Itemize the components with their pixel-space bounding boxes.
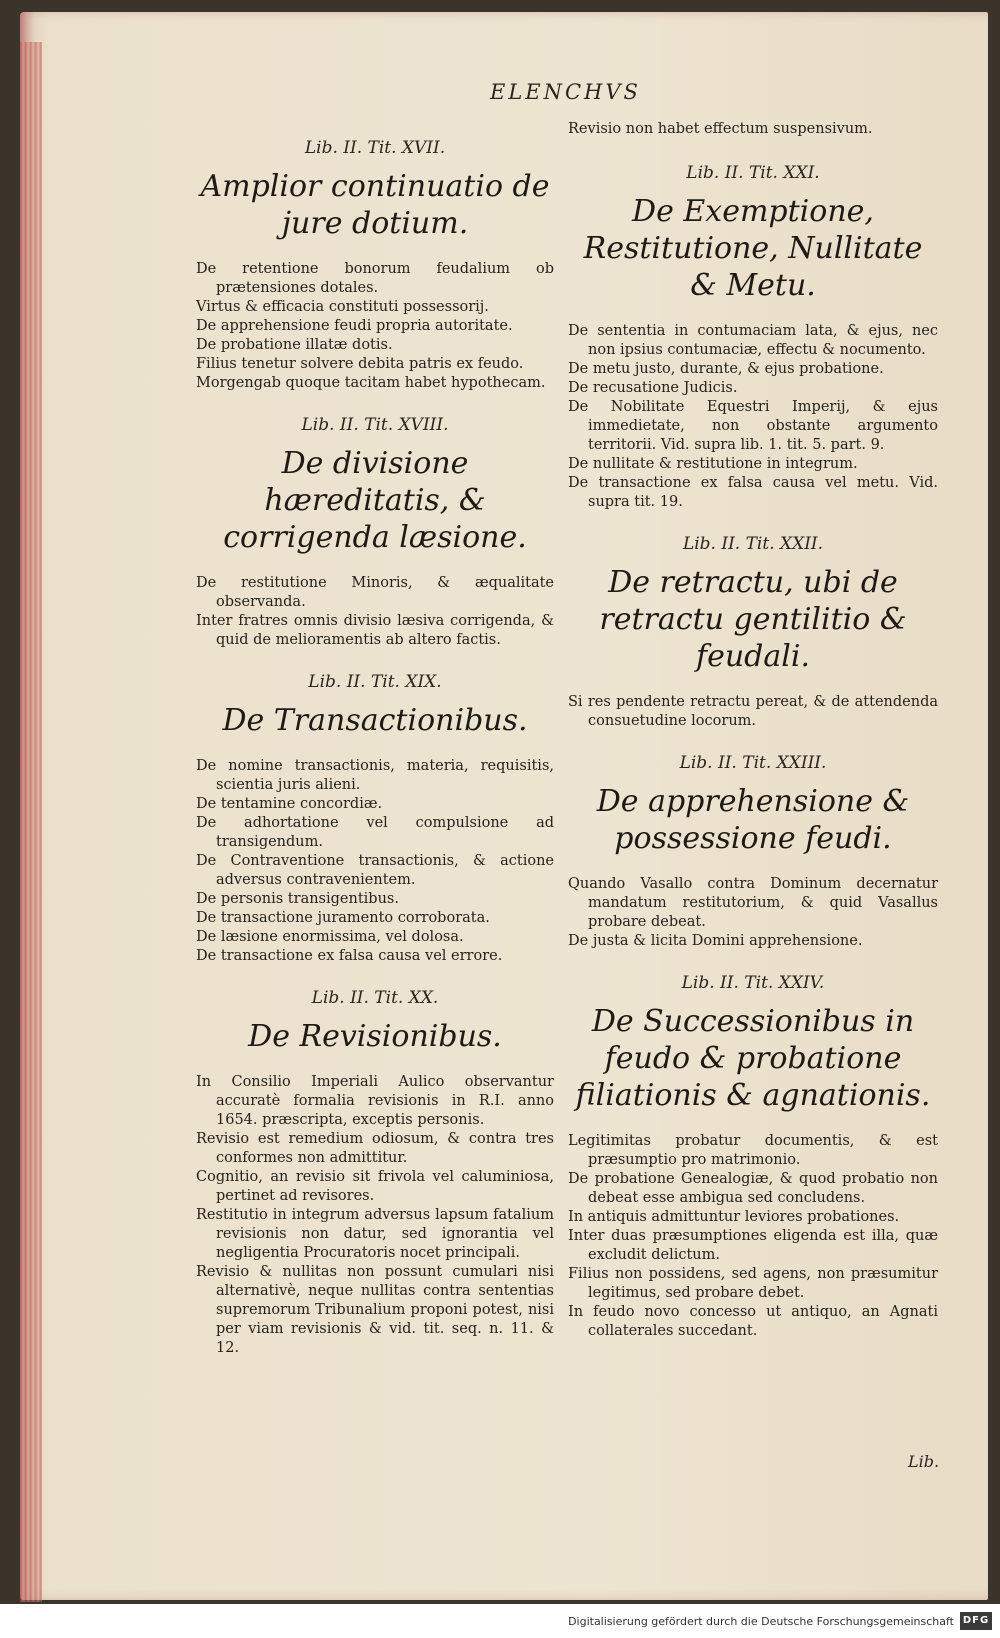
entry: De probatione illatæ dotis. — [196, 337, 393, 353]
section-tit-xxiv — [568, 973, 938, 1341]
right-column — [568, 100, 938, 1341]
entry: Restitutio in integrum adversus lapsum fatalium revisionis non datur, sed ignorantia vel negligentia Procuratoris nocet principali. — [196, 1207, 554, 1261]
section-title: De Successionibus in feudo & probatione filiationis & agnationis. — [575, 1004, 931, 1113]
entry: De læsione enormissima, vel dolosa. — [196, 929, 464, 945]
entry: De recusatione Judicis. — [568, 380, 738, 396]
entry: Morgengab quoque tacitam habet hypothecam. — [196, 375, 546, 391]
entry: Filius tenetur solvere debita patris ex feudo. — [196, 356, 524, 372]
continued-entry: Revisio non habet effectum suspensivum. — [568, 121, 873, 137]
section-tit-xxii — [568, 534, 938, 731]
entry: Inter fratres omnis divisio læsiva corrigenda, & quid de melioramentis ab altero factis. — [196, 613, 554, 648]
section-title: De Revisionibus. — [248, 1019, 502, 1054]
entry: Quando Vasallo contra Dominum decernatur mandatum restitutorium, & quid Vasallus probare debeat. — [568, 876, 938, 930]
section-lib-label: Lib. II. Tit. XVIII. — [301, 415, 449, 435]
entry: In antiquis admittuntur leviores probationes. — [568, 1209, 900, 1225]
section-lib-label: Lib. II. Tit. XXII. — [682, 534, 824, 554]
entry: De transactione ex falsa causa vel errore. — [196, 948, 503, 964]
entry: De sententia in contumaciam lata, & ejus, nec non ipsius contumaciæ, effectu & nocumento. — [568, 323, 938, 358]
entry: De metu justo, durante, & ejus probatione. — [568, 361, 884, 377]
section-lib-label: Lib. II. Tit. XXIII. — [679, 753, 827, 773]
entry: Revisio & nullitas non possunt cumulari nisi alternativè, neque nullitas contra sententias supremorum Tribunalium proponi potest, nisi per viam revisionis & vid. tit. seq. n. 11. & 12. — [196, 1264, 554, 1356]
section-title: De retractu, ubi de retractu gentilitio & feudali. — [599, 565, 907, 674]
entry: De restitutione Minoris, & æqualitate observanda. — [196, 575, 554, 610]
section-tit-xviii — [196, 415, 554, 650]
entry: Filius non possidens, sed agens, non præsumitur legitimus, sed probare debet. — [568, 1266, 938, 1301]
section-lib-label: Lib. II. Tit. XVII. — [304, 138, 446, 158]
entry: De justa & licita Domini apprehensione. — [568, 933, 863, 949]
entry: De Nobilitate Equestri Imperij, & ejus immedietate, non obstante argumento territorii. Vid. supra lib. 1. tit. 5. part. 9. — [568, 399, 938, 453]
section-lib-label: Lib. II. Tit. XXIV. — [681, 973, 825, 993]
entry: De probatione Genealogiæ, & quod probatio non debeat esse ambigua sed concludens. — [568, 1171, 938, 1206]
entry: De apprehensione feudi propria autoritate. — [196, 318, 513, 334]
funding-credit: Digitalisierung gefördert durch die Deutsche Forschungsgemeinschaft — [568, 1615, 954, 1628]
section-title: De Exemptione, Restitutione, Nullitate & Metu. — [583, 194, 923, 303]
entry: Inter duas præsumptiones eligenda est illa, quæ excludit delictum. — [568, 1228, 938, 1263]
entry: De transactione juramento corroborata. — [196, 910, 490, 926]
entry: De adhortatione vel compulsione ad transigendum. — [196, 815, 554, 850]
entry: Si res pendente retractu pereat, & de attendenda consuetudine locorum. — [568, 694, 938, 729]
entry: In Consilio Imperiali Aulico observantur accuratè formalia revisionis in R.I. anno 1654. præscripta, exceptis personis. — [196, 1074, 554, 1128]
entry: De transactione ex falsa causa vel metu. Vid. supra tit. 19. — [568, 475, 938, 510]
section-lib-label: Lib. II. Tit. XXI. — [686, 163, 820, 183]
entry: Cognitio, an revisio sit frivola vel caluminiosa, pertinet ad revisores. — [196, 1169, 554, 1204]
section-tit-xx — [196, 988, 554, 1358]
page-edge-red — [20, 42, 42, 1602]
dfg-logo-icon: DFG — [960, 1612, 992, 1630]
running-head: ELENCHVS — [490, 80, 641, 104]
section-tit-xix — [196, 672, 554, 966]
left-column — [196, 100, 554, 1358]
section-lib-label: Lib. II. Tit. XX. — [311, 988, 439, 1008]
entry: De nomine transactionis, materia, requisitis, scientia juris alieni. — [196, 758, 554, 793]
entry: De retentione bonorum feudalium ob prætensiones dotales. — [196, 261, 554, 296]
entry: De personis transigentibus. — [196, 891, 399, 907]
entry: De Contraventione transactionis, & actione adversus contravenientem. — [196, 853, 554, 888]
section-title: De divisione hæreditatis, & corrigenda læsione. — [223, 446, 527, 555]
section-tit-xxi — [568, 163, 938, 512]
entry: De tentamine concordiæ. — [196, 796, 383, 812]
entry: In feudo novo concesso ut antiquo, an Agnati collaterales succedant. — [568, 1304, 938, 1339]
footer-bar — [0, 1604, 1000, 1638]
entry: Legitimitas probatur documentis, & est præsumptio pro matrimonio. — [568, 1133, 938, 1168]
entry: De nullitate & restitutione in integrum. — [568, 456, 858, 472]
section-lib-label: Lib. II. Tit. XIX. — [308, 672, 442, 692]
section-title: Amplior continuatio de jure dotium. — [200, 169, 550, 241]
section-title: De Transactionibus. — [222, 703, 528, 738]
catchword: Lib. — [908, 1452, 940, 1471]
entry: Revisio est remedium odiosum, & contra tres conformes non admittitur. — [196, 1131, 554, 1166]
entry: Virtus & efficacia constituti possessorij. — [196, 299, 489, 315]
section-tit-xvii — [196, 138, 554, 393]
section-title: De apprehensione & possessione feudi. — [596, 784, 910, 856]
section-tit-xxiii — [568, 753, 938, 951]
